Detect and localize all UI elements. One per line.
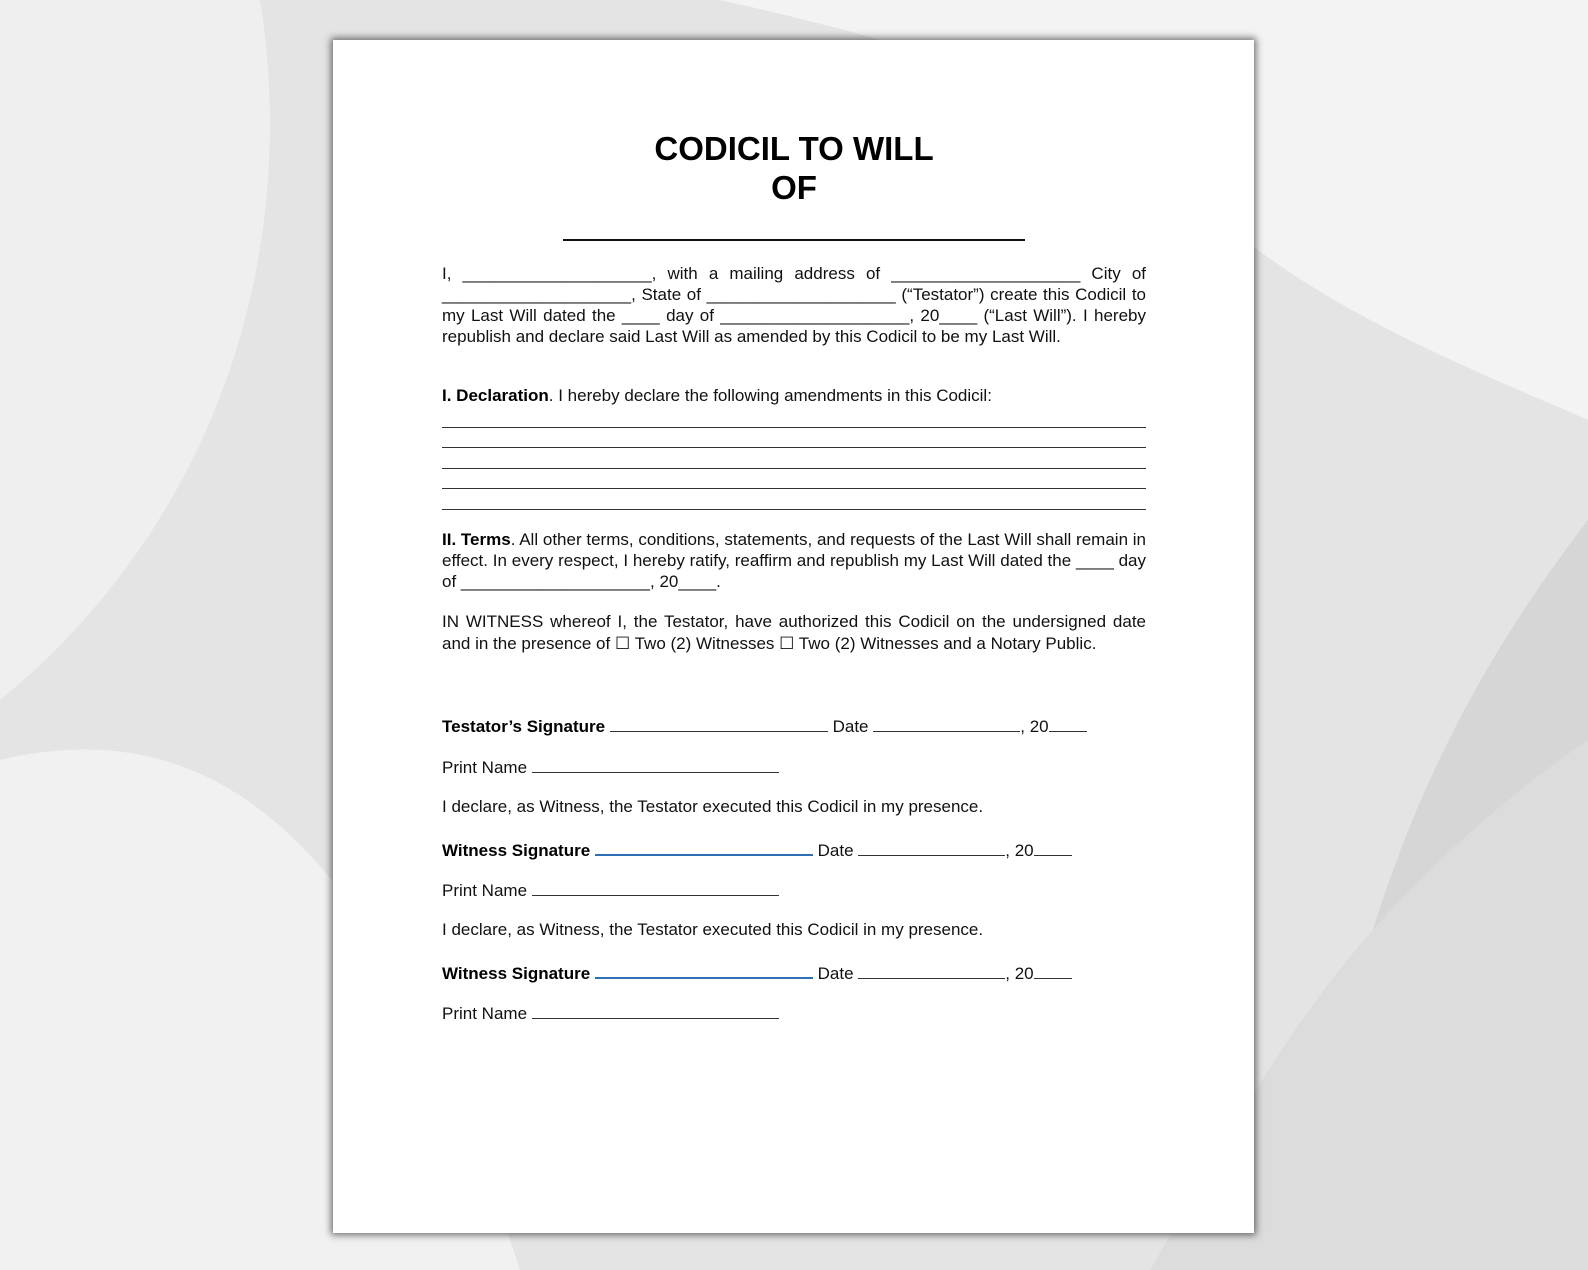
declaration-paragraph (442, 385, 1146, 406)
document-page (333, 40, 1254, 1233)
witness-1-print-name-field[interactable] (532, 878, 779, 896)
witness-1-year-field[interactable] (1034, 838, 1072, 856)
witness-2-print-name-field[interactable] (532, 1001, 779, 1019)
witness-1-print-name-row (442, 878, 779, 901)
testator-print-name-row (442, 755, 779, 778)
witness-1-declaration: I declare, as Witness, the Testator executed this Codicil in my presence. (442, 797, 984, 816)
witness-2-signature-field[interactable] (595, 960, 813, 979)
witness-2-signature-label: Witness Signature (442, 964, 591, 983)
testator-year-field[interactable] (1049, 714, 1087, 732)
witness-2-print-name-row (442, 1001, 779, 1024)
witness-2-date-label: Date (817, 964, 854, 983)
declaration-heading: I. Declaration (442, 386, 549, 405)
testator-signature-field[interactable] (610, 714, 828, 732)
witness-1-print-name-label: Print Name (442, 881, 528, 900)
document-title-line-1: CODICIL TO WILL (654, 130, 934, 167)
testator-signature-label: Testator’s Signature (442, 717, 606, 736)
declaration-text: . I hereby declare the following amendments in this Codicil: (548, 386, 992, 405)
intro-paragraph: I, ____________________, with a mailing address of ____________________ City of ____________________, State of ____________________ (“Testator”) create this Codicil to my Last Will dated the ____ day of ____________________, 20____ (“Last Will”). I hereby republish and declare said Last Will as amended by this Codicil to be my Last Will. (442, 264, 1146, 346)
witness-1-date-field[interactable] (858, 838, 1005, 856)
witness-2-year-prefix: , 20 (1005, 964, 1034, 983)
testator-print-name-field[interactable] (532, 755, 779, 773)
witness-1-signature-field[interactable] (595, 837, 813, 856)
amendment-line-3[interactable] (442, 468, 1146, 469)
testator-year-prefix: , 20 (1020, 717, 1049, 736)
witness-1-year-prefix: , 20 (1005, 841, 1034, 860)
terms-heading: II. Terms (442, 530, 511, 549)
terms-paragraph (442, 529, 1146, 592)
witness-1-signature-row (442, 837, 1072, 861)
testator-name-line[interactable] (563, 239, 1025, 241)
amendment-line-1[interactable] (442, 427, 1146, 428)
testator-print-name-label: Print Name (442, 758, 528, 777)
document-title-line-2: OF (771, 169, 817, 206)
testator-signature-row (442, 714, 1087, 737)
testator-date-field[interactable] (873, 714, 1020, 732)
amendment-line-5[interactable] (442, 509, 1146, 510)
witness-2-date-field[interactable] (858, 961, 1005, 979)
amendment-line-4[interactable] (442, 488, 1146, 489)
witness-2-signature-row (442, 960, 1072, 984)
terms-text: . All other terms, conditions, statements, and requests of the Last Will shall remain in effect. In every respect, I hereby ratify, reaffirm and republish my Last Will dated the ____ day of ____________________, 20____. (442, 530, 1146, 591)
witness-clause-paragraph: IN WITNESS whereof I, the Testator, have authorized this Codicil on the undersigned date and in the presence of ☐ Two (2) Witnesses ☐ Two (2) Witnesses and a Notary Public. (442, 612, 1146, 653)
amendment-line-2[interactable] (442, 447, 1146, 448)
witness-2-year-field[interactable] (1034, 961, 1072, 979)
witness-2-print-name-label: Print Name (442, 1004, 528, 1023)
witness-1-date-label: Date (817, 841, 854, 860)
witness-2-declaration: I declare, as Witness, the Testator executed this Codicil in my presence. (442, 920, 984, 939)
witness-1-signature-label: Witness Signature (442, 841, 591, 860)
testator-date-label: Date (832, 717, 869, 736)
